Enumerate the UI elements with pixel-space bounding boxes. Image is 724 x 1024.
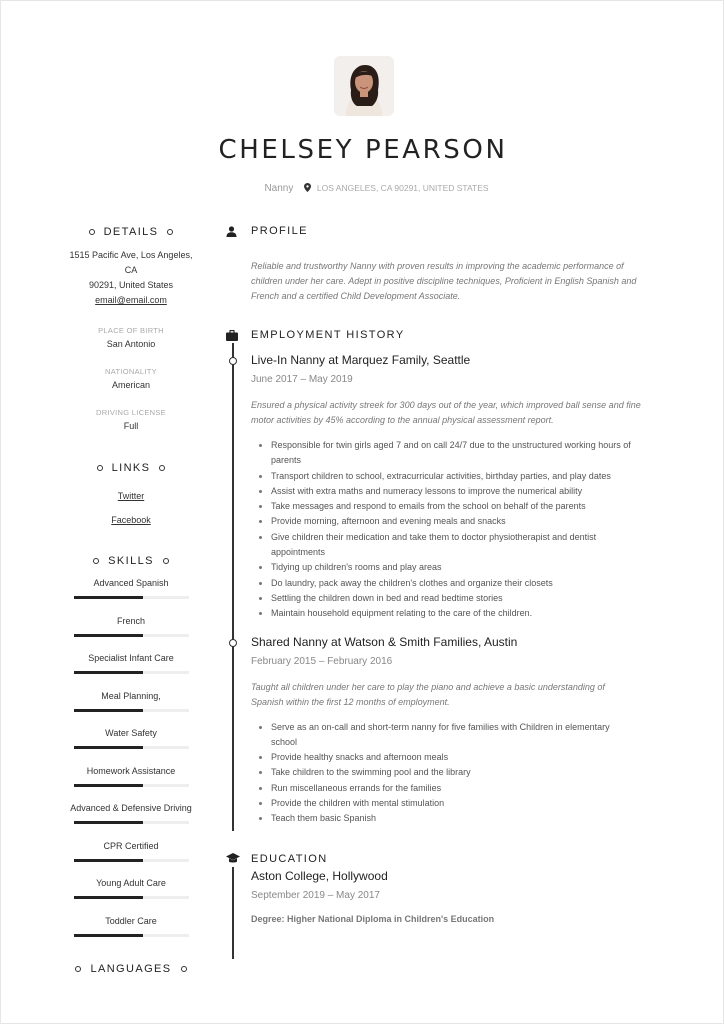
skill-level-fill xyxy=(74,934,143,937)
job-description: Taught all children under her care to play the piano and achieve a basic understanding of Spanish within the first 12 months of employment. xyxy=(251,681,605,707)
skill-item xyxy=(63,650,199,688)
timeline-line xyxy=(232,867,234,959)
skill-level-bar xyxy=(74,746,189,749)
skill-level-fill xyxy=(74,634,143,637)
job-entry xyxy=(251,343,674,622)
job-bullet: Teach them basic Spanish xyxy=(251,811,674,826)
job-bullets xyxy=(251,438,674,622)
job-bullets xyxy=(251,720,674,827)
job-bullet: Maintain household equipment relating to the care of the children. xyxy=(251,606,674,621)
job-title: Live-In Nanny at Marquez Family, Seattle xyxy=(251,353,471,367)
job-dates: February 2015 – February 2016 xyxy=(251,655,393,667)
links-heading: LINKS xyxy=(63,461,199,475)
job-bullet: Take children to the swimming pool and the library xyxy=(251,765,674,780)
header-subtitle xyxy=(1,183,724,195)
job-bullet: Do laundry, pack away the children's clothes and organize their closets xyxy=(251,576,674,591)
circle-icon xyxy=(93,558,99,564)
job-bullet: Provide morning, afternoon and evening meals and snacks xyxy=(251,514,674,529)
skill-name: CPR Certified xyxy=(103,840,159,851)
skill-level-fill xyxy=(74,596,143,599)
candidate-name: CHELSEY PEARSON xyxy=(218,135,508,165)
employment-heading: EMPLOYMENT HISTORY xyxy=(224,327,674,343)
skill-level-fill xyxy=(74,784,143,787)
license-label: DRIVING LICENSE xyxy=(96,408,166,417)
skill-level-bar xyxy=(74,596,189,599)
school-name: Aston College, Hollywood xyxy=(251,868,388,883)
skill-level-bar xyxy=(74,784,189,787)
circle-icon xyxy=(181,966,187,972)
links-list xyxy=(63,489,199,528)
skill-level-fill xyxy=(74,709,143,712)
skill-level-bar xyxy=(74,934,189,937)
location: LOS ANGELES, CA 90291, UNITED STATES xyxy=(316,183,489,193)
nationality-label: NATIONALITY xyxy=(105,367,157,376)
details-heading: DETAILS xyxy=(63,225,199,239)
circle-icon xyxy=(159,465,165,471)
job-bullet: Give children their medication and take them to doctor physiotherapist and dentist xyxy=(251,530,674,545)
skill-item xyxy=(63,913,199,951)
education-heading: EDUCATION xyxy=(224,851,674,867)
skill-name: Homework Assistance xyxy=(86,765,176,776)
skill-level-fill xyxy=(74,671,143,674)
skill-level-fill xyxy=(74,821,143,824)
job-bullet: Serve as an on-call and short-term nanny for five families with Children in elementary xyxy=(251,720,674,735)
nationality-value: American xyxy=(111,380,150,390)
skill-level-bar xyxy=(74,859,189,862)
skills-heading: SKILLS xyxy=(63,554,199,568)
job-bullet: Run miscellaneous errands for the families xyxy=(251,781,674,796)
skill-level-bar xyxy=(74,896,189,899)
job-description: Ensured a physical activity streek for 300 days out of the year, which improved ball sense and fine motor activities by 45% according to the annual physical assessment report. xyxy=(251,400,641,425)
skill-item xyxy=(63,688,199,726)
languages-heading: LANGUAGES xyxy=(63,962,199,976)
job-bullet: Tidying up children's rooms and play areas xyxy=(251,560,674,575)
skill-level-fill xyxy=(74,859,143,862)
circle-icon xyxy=(167,229,173,235)
skill-name: Specialist Infant Care xyxy=(88,653,174,663)
skill-level-fill xyxy=(74,746,143,749)
skill-level-bar xyxy=(74,671,189,674)
graduation-cap-icon xyxy=(224,853,251,864)
skill-level-bar xyxy=(74,821,189,824)
license-value: Full xyxy=(123,421,139,431)
circle-icon xyxy=(163,558,169,564)
job-dates: June 2017 – May 2019 xyxy=(251,374,353,385)
skill-item xyxy=(63,875,199,913)
skill-item xyxy=(63,575,199,613)
timeline-line xyxy=(232,343,234,831)
briefcase-icon xyxy=(224,330,251,341)
employment-timeline xyxy=(224,343,674,827)
twitter-link[interactable]: Twitter xyxy=(117,491,145,501)
birth-label: PLACE OF BIRTH xyxy=(98,326,164,335)
circle-icon xyxy=(97,465,103,471)
right-column xyxy=(224,223,674,924)
email-link[interactable]: email@email.com xyxy=(95,295,167,305)
skills-list xyxy=(63,575,199,950)
address: 1515 Pacific Ave, Los Angeles, CA 90291, United States email@email.com xyxy=(63,248,199,308)
skill-item xyxy=(63,725,199,763)
job-bullet: Transport children to school, extracurricular activities, birthday parties, and play dates xyxy=(251,469,674,484)
skill-level-bar xyxy=(74,709,189,712)
skill-name: Advanced & Defensive Driving xyxy=(70,803,192,813)
job-title: Shared Nanny at Watson & Smith Families, Austin xyxy=(251,634,518,649)
skill-level-bar xyxy=(74,634,189,637)
facebook-link[interactable]: Facebook xyxy=(111,515,151,525)
skill-name: Advanced Spanish xyxy=(93,578,169,588)
skill-level-fill xyxy=(74,896,143,899)
skill-name: Toddler Care xyxy=(105,915,157,926)
skill-name: Water Safety xyxy=(105,728,157,738)
job-bullet: Settling the children down in bed and read bedtime stories xyxy=(251,591,674,606)
birth-value: San Antonio xyxy=(106,339,156,349)
job-bullet: Provide the children with mental stimulation xyxy=(251,796,674,811)
job-bullet: school xyxy=(271,736,298,747)
job-bullet: Responsible for twin girls aged 7 and on call 24/7 due to the unstructured working hours of xyxy=(251,438,674,453)
circle-icon xyxy=(75,966,81,972)
circle-icon xyxy=(89,229,95,235)
skill-item xyxy=(63,800,199,838)
skill-item xyxy=(63,763,199,801)
skill-item xyxy=(63,838,199,876)
job-bullet: Provide healthy snacks and afternoon meals xyxy=(251,750,674,765)
skill-item xyxy=(63,613,199,651)
job-bullet: Assist with extra maths and numeracy lessons to improve the numerical ability xyxy=(251,484,674,499)
job-bullet: parents xyxy=(271,455,302,466)
person-icon xyxy=(224,226,251,237)
education-dates: September 2019 – May 2017 xyxy=(251,889,380,901)
job-entry xyxy=(251,635,674,827)
timeline-circle-icon xyxy=(229,357,237,365)
education-entry xyxy=(251,867,674,924)
skill-name: Meal Planning, xyxy=(101,690,161,701)
degree: Degree: Higher National Diploma in Children's Education xyxy=(251,913,495,924)
education-timeline xyxy=(224,867,674,924)
location-pin-icon xyxy=(304,183,311,195)
profile-summary: Reliable and trustworthy Nanny with proven results in improving the academic performance of children under her care. Adept in positive discipline techniques, Proficient in English Spanish and French and a certified Child Development Associate. xyxy=(251,261,637,301)
job-bullet: appointments xyxy=(271,547,326,558)
profile-heading: PROFILE xyxy=(224,223,674,239)
skill-name: Young Adult Care xyxy=(96,878,166,888)
profile-photo xyxy=(334,56,394,116)
timeline-circle-icon xyxy=(229,639,237,647)
left-column xyxy=(63,225,199,976)
job-title: Nanny xyxy=(264,183,294,194)
skill-name: French xyxy=(116,615,145,626)
job-bullet: Take messages and respond to emails from the school on behalf of the parents xyxy=(251,499,674,514)
